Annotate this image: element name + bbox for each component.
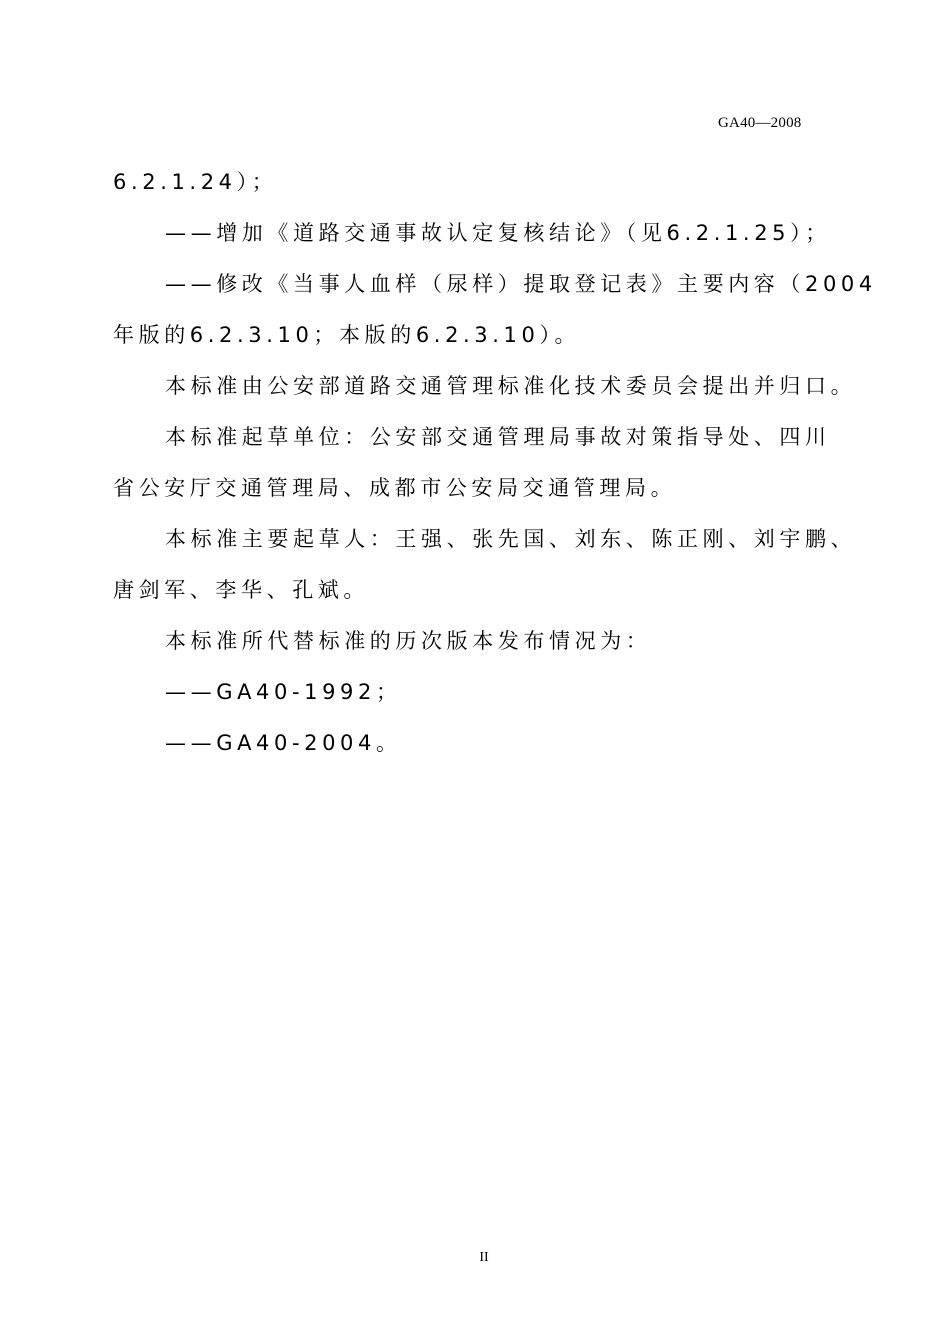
- text-line: 本标准所代替标准的历次版本发布情况为：: [165, 629, 652, 653]
- foreword-body: [113, 157, 877, 769]
- page-number: II: [479, 1250, 489, 1265]
- text-line: 省公安厅交通管理局、成都市公安局交通管理局。: [113, 476, 677, 500]
- text-line: ——修改《当事人血样（尿样）提取登记表》主要内容（2004: [165, 272, 877, 296]
- text-line: 年版的6.2.3.10；本版的6.2.3.10）。: [113, 323, 581, 347]
- text-line: 本标准由公安部道路交通管理标准化技术委员会提出并归口。: [165, 374, 857, 398]
- page-header-standard-code: GA40—2008: [718, 115, 802, 131]
- text-line: 本标准起草单位：公安部交通管理局事故对策指导处、四川: [165, 425, 831, 449]
- text-line: 唐剑军、李华、孔斌。: [113, 578, 369, 602]
- text-line: ——GA40-2004。: [165, 731, 402, 755]
- text-line: ——GA40-1992；: [165, 680, 402, 704]
- text-line: 6.2.1.24）；: [113, 170, 278, 194]
- text-line: 本标准主要起草人：王强、张先国、刘东、陈正刚、刘宇鹏、: [165, 527, 857, 551]
- text-line: ——增加《道路交通事故认定复核结论》（见6.2.1.25）；: [165, 221, 831, 245]
